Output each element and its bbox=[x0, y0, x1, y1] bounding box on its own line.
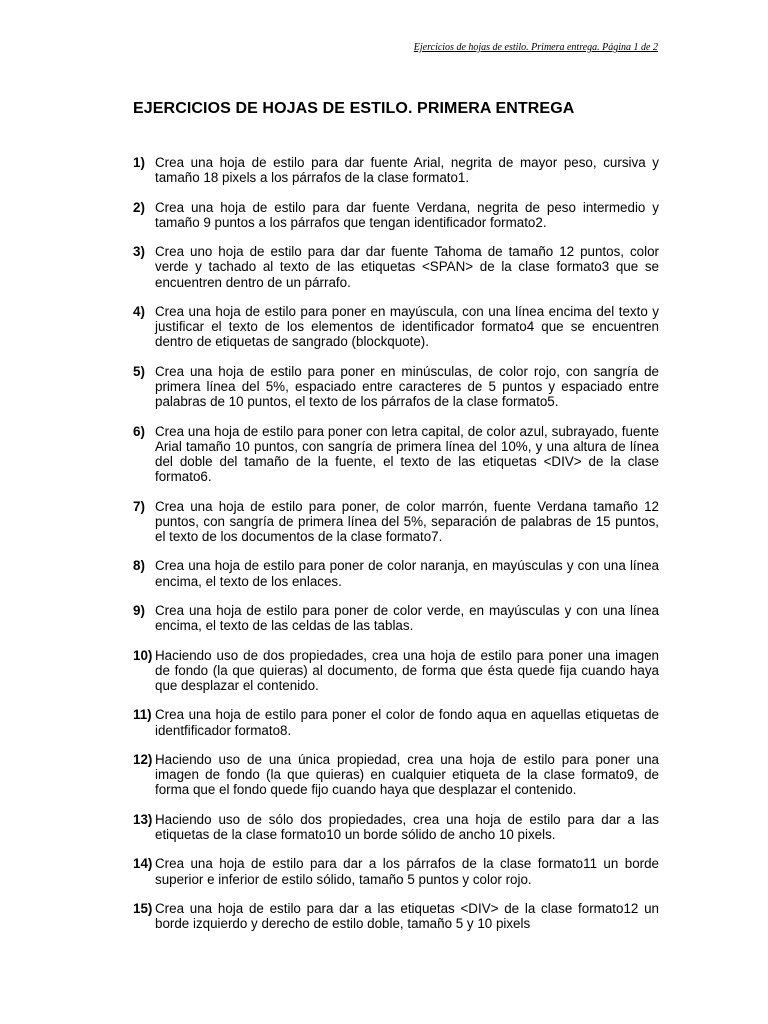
exercise-number: 10) bbox=[133, 647, 153, 663]
exercise-text: Crea una hoja de estilo para poner con letra capital, de color azul, subrayado, fuente Arial tamaño 10 puntos, con sangría de primera línea del 10%, y una altura de línea del doble del tamaño de la fuente, el texto de las etiquetas <DIV> de la clase formato6. bbox=[155, 423, 659, 485]
exercise-item bbox=[133, 856, 659, 886]
exercise-number: 15) bbox=[133, 900, 153, 916]
exercise-number: 3) bbox=[133, 244, 145, 260]
document-title: EJERCICIOS DE HOJAS DE ESTILO. PRIMERA ENTREGA bbox=[133, 100, 575, 117]
exercise-text: Crea una hoja de estilo para poner el color de fondo aqua en aquellas etiquetas de identfificador formato8. bbox=[155, 707, 659, 738]
exercise-text: Haciendo uso de sólo dos propiedades, crea una hoja de estilo para dar a las etiquetas de la clase formato10 un borde sólido de ancho 10 pixels. bbox=[155, 811, 659, 842]
exercise-text: Crea una hoja de estilo para poner de color verde, en mayúsculas y con una línea encima, el texto de las celdas de las tablas. bbox=[155, 602, 659, 634]
exercise-item bbox=[133, 155, 659, 185]
exercise-text: Haciendo uso de una única propiedad, crea una hoja de estilo para poner una imagen de fondo (la que quieras) en cualquier etiqueta de la clase formato9, de forma que el fondo quede fijo cuando haya que desplazar el contenido. bbox=[155, 751, 659, 798]
exercise-text: Crea una hoja de estilo para poner en mayúscula, con una línea encima del texto y justificar el texto de los elementos de identificador formato4 que se encuentren dentro de etiquetas de sangrado (blockquote). bbox=[155, 303, 659, 350]
exercise-text: Crea una hoja de estilo para dar a los párrafos de la clase formato11 un borde superior e inferior de estilo sólido, tamaño 5 puntos y color rojo. bbox=[155, 856, 659, 887]
exercise-number: 12) bbox=[133, 751, 153, 767]
exercise-item bbox=[133, 200, 659, 230]
exercise-list bbox=[133, 155, 659, 946]
exercise-number: 5) bbox=[133, 363, 145, 379]
exercise-text: Crea una hoja de estilo para dar fuente Verdana, negrita de peso intermedio y tamaño 9 puntos a los párrafos que tengan identificador formato2. bbox=[155, 199, 659, 230]
exercise-text: Crea una hoja de estilo para dar fuente Arial, negrita de mayor peso, cursiva y tamaño 18 pixels a los párrafos de la clase formato1. bbox=[155, 155, 659, 186]
exercise-item bbox=[133, 424, 659, 485]
exercise-item bbox=[133, 499, 659, 545]
exercise-text: Crea una hoja de estilo para poner en minúsculas, de color rojo, con sangría de primera línea del 5%, espaciado entre caracteres de 5 puntos y espaciado entre palabras de 10 puntos, el texto de los párrafos de la clase formato5. bbox=[155, 363, 659, 410]
exercise-item bbox=[133, 364, 659, 410]
exercise-item bbox=[133, 558, 659, 588]
exercise-text: Crea una hoja de estilo para dar a las etiquetas <DIV> de la clase formato12 un borde izquierdo y derecho de estilo doble, tamaño 5 y 10 pixels bbox=[155, 900, 659, 932]
exercise-number: 11) bbox=[133, 707, 152, 723]
exercise-item bbox=[133, 752, 659, 798]
exercise-item bbox=[133, 707, 659, 737]
exercise-item bbox=[133, 812, 659, 842]
exercise-number: 9) bbox=[133, 602, 145, 618]
exercise-text: Crea una hoja de estilo para poner de color naranja, en mayúsculas y con una línea encima, el texto de los enlaces. bbox=[155, 558, 659, 589]
exercise-number: 8) bbox=[133, 558, 145, 574]
exercise-text: Crea uno hoja de estilo para dar dar fuente Tahoma de tamaño 12 puntos, color verde y tachado al texto de las etiquetas <SPAN> de la clase formato3 que se encuentren dentro de un párrafo. bbox=[155, 244, 659, 290]
exercise-number: 13) bbox=[133, 811, 153, 827]
running-header: Ejercicios de hojas de estilo. Primera entrega. Página 1 de 2 bbox=[413, 42, 658, 53]
exercise-item bbox=[133, 648, 659, 694]
exercise-item bbox=[133, 901, 659, 931]
exercise-number: 2) bbox=[133, 199, 145, 215]
exercise-item bbox=[133, 304, 659, 350]
exercise-number: 7) bbox=[133, 498, 145, 514]
exercise-number: 14) bbox=[133, 856, 153, 872]
exercise-text: Haciendo uso de dos propiedades, crea una hoja de estilo para poner una imagen de fondo (la que quieras) al documento, de forma que ésta quede fija cuando haya que desplazar el contenido. bbox=[155, 647, 659, 693]
exercise-number: 1) bbox=[133, 155, 145, 170]
exercise-text: Crea una hoja de estilo para poner, de color marrón, fuente Verdana tamaño 12 puntos, con sangría de primera línea del 5%, separación de palabras de 15 puntos, el texto de los documentos de la clase formato7. bbox=[155, 498, 659, 544]
exercise-item bbox=[133, 603, 659, 633]
exercise-item bbox=[133, 244, 659, 290]
exercise-number: 4) bbox=[133, 303, 145, 319]
exercise-number: 6) bbox=[133, 423, 145, 439]
